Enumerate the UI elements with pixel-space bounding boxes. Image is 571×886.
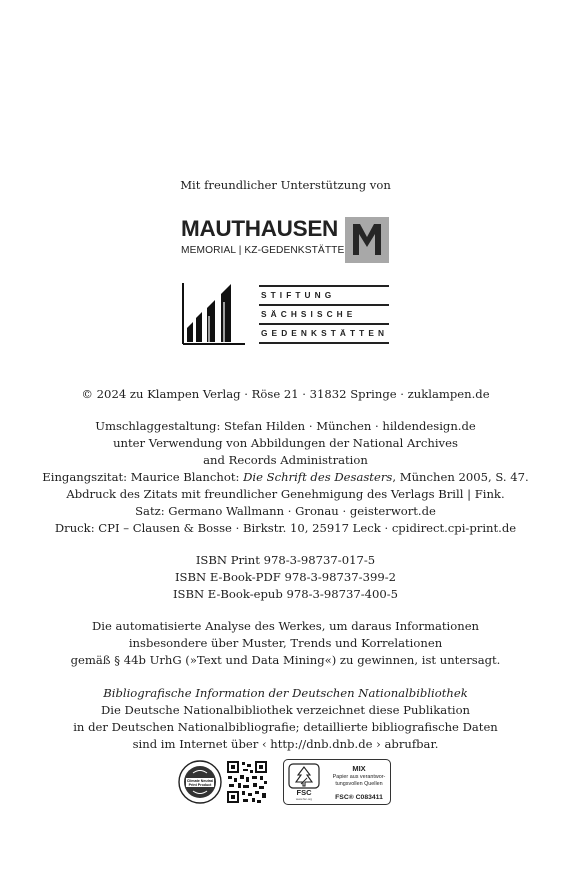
fsc-mix: MIX: [352, 764, 366, 773]
stiftung-rule-top: [259, 285, 389, 287]
dnb-line-3: sind im Internet über ‹ http://dnb.dnb.de › abrufbar.: [132, 737, 439, 751]
dnb-heading: Bibliografische Information der Deutschen Nationalbibliothek: [103, 686, 468, 700]
mauthausen-logo-title: MAUTHAUSEN: [181, 216, 338, 241]
mauthausen-logo-subtitle: MEMORIAL | KZ-GEDENKSTÄTTE: [181, 245, 345, 256]
quote-prefix: Eingangszitat: Maurice Blanchot:: [42, 470, 244, 484]
fsc-logo-text: FSC: [296, 788, 312, 797]
copyright-line: © 2024 zu Klampen Verlag · Röse 21 · 31832 Springe · zuklampen.de: [81, 387, 490, 401]
fsc-tree-icon: [288, 763, 324, 801]
support-line: Mit freundlicher Unterstützung von: [180, 178, 391, 192]
typesetting-line: Satz: Germano Wallmann · Gronau · geisterwort.de: [135, 504, 436, 518]
stiftung-word-1: STIFTUNG: [261, 290, 336, 300]
printing-line: Druck: CPI – Clausen & Bosse · Birkstr. 10, 25917 Leck · cpidirect.cpi-print.de: [54, 521, 517, 535]
quote-source-line: [0, 469, 571, 486]
reprint-permission-line: Abdruck des Zitats mit freundlicher Genehmigung des Verlags Brill | Fink.: [66, 487, 505, 501]
stiftung-logo: [181, 282, 391, 346]
mauthausen-logo: [181, 217, 391, 265]
fsc-license-code: FSC® C083411: [335, 794, 383, 801]
mauthausen-logo-icon: [345, 217, 389, 263]
fsc-description-line-2: tungsvollen Quellen: [335, 780, 383, 787]
fsc-description-line-1: Papier aus verantwor-: [332, 774, 386, 780]
isbn-epub: ISBN E-Book-epub 978-3-98737-400-5: [172, 587, 399, 601]
climate-neutral-icon: [178, 760, 222, 804]
tdm-notice-line-1: Die automatisierte Analyse des Werkes, um daraus Informationen: [91, 619, 480, 633]
isbn-pdf: ISBN E-Book-PDF 978-3-98737-399-2: [174, 570, 397, 584]
quote-title: Die Schrift des Desasters: [243, 470, 393, 484]
cover-sources-line-2: and Records Administration: [203, 453, 368, 467]
stiftung-word-2: SÄCHSISCHE: [261, 309, 357, 319]
stiftung-logo-icon: [181, 282, 245, 346]
dnb-line-2: in der Deutschen Nationalbibliografie; detaillierte bibliografische Daten: [73, 720, 498, 734]
climate-badge-line-2: Print Product: [188, 783, 212, 787]
fsc-site: www.fsc.org: [295, 797, 313, 801]
climate-badge-line-1: Climate Neutral: [186, 779, 214, 783]
cover-sources-line-1: unter Verwendung von Abbildungen der National Archives: [113, 436, 458, 450]
fsc-description: [328, 774, 390, 787]
stiftung-word-3: GEDENKSTÄTTEN: [261, 328, 389, 338]
stiftung-rule-1: [259, 304, 389, 306]
cover-design-line: Umschlaggestaltung: Stefan Hilden · München · hildendesign.de: [95, 419, 476, 433]
stiftung-rule-bottom: [259, 342, 389, 344]
tdm-notice-line-3: gemäß § 44b UrhG (»Text und Data Mining«) zu gewinnen, ist untersagt.: [70, 653, 501, 667]
quote-suffix: , München 2005, S. 47.: [392, 470, 529, 484]
isbn-print: ISBN Print 978-3-98737-017-5: [195, 553, 376, 567]
qr-code-icon[interactable]: [226, 760, 268, 804]
stiftung-rule-2: [259, 323, 389, 325]
tdm-notice-line-2: insbesondere über Muster, Trends und Korrelationen: [128, 636, 443, 650]
dnb-line-1: Die Deutsche Nationalbibliothek verzeichnet diese Publikation: [100, 703, 471, 717]
fsc-label: [283, 759, 391, 805]
